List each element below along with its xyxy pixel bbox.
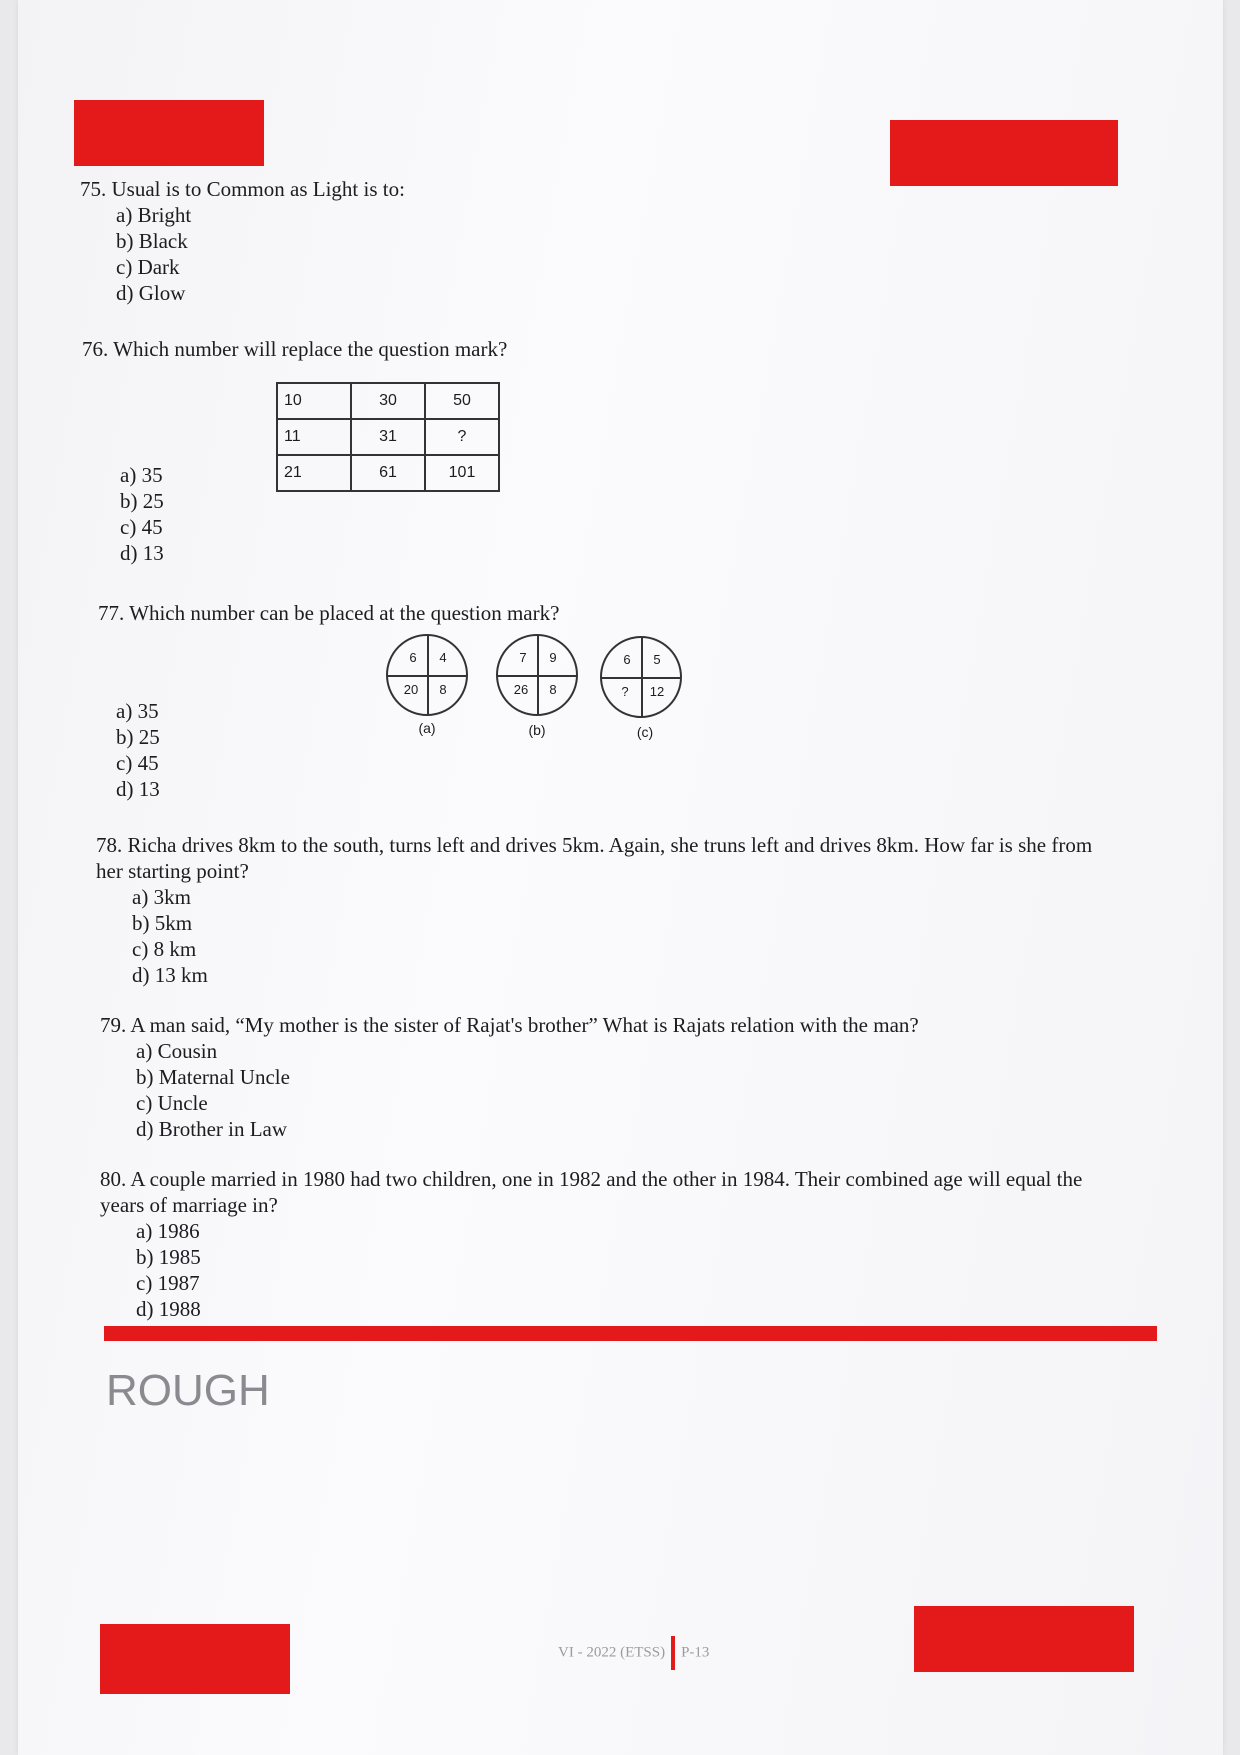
option-c: c) Uncle [136,1091,208,1115]
option-c: c) 8 km [132,937,197,961]
option-a: a) 35 [116,699,159,723]
exam-code: VI - 2022 (ETSS) [558,1644,666,1661]
question-stem: 75. Usual is to Common as Light is to: [80,177,405,201]
page-footer [558,1636,709,1670]
circle-value: 26 [513,682,529,697]
circle-value: 12 [649,684,665,699]
option-b: b) 5km [132,911,193,935]
question-stem: 79. A man said, “My mother is the sister of Rajat's brother” What is Rajats relation with the man? [100,1013,919,1037]
table-cell: 11 [277,419,351,455]
circle-value: 9 [549,650,557,665]
number-circle-a [386,634,468,716]
page-number: P-13 [681,1644,710,1661]
question-stem: 78. Richa drives 8km to the south, turns left and drives 5km. Again, she truns left and drives 8km. How far is she from her starting point? [96,833,1093,883]
table-row [277,383,499,419]
option-c: c) Dark [116,255,180,279]
question-77 [98,600,559,626]
circle-value: 6 [623,652,631,667]
option-c: c) 45 [116,751,159,775]
table-cell: 50 [425,383,499,419]
circle-value: 20 [403,682,419,697]
corner-mark-top-left [74,100,264,166]
option-b: b) Black [116,229,188,253]
option-b: b) Maternal Uncle [136,1065,290,1089]
question-78 [96,832,1116,988]
option-b: b) 25 [116,725,160,749]
option-a: a) 3km [132,885,191,909]
table-row [277,455,499,491]
circle-value: 8 [439,682,447,697]
question-stem: 77. Which number can be placed at the question mark? [98,601,560,625]
number-circle-b [496,634,578,716]
question-77-options [80,698,160,802]
option-b: b) 1985 [136,1245,201,1269]
rough-work-heading: ROUGH [106,1366,270,1415]
corner-mark-bottom-right [914,1606,1134,1672]
corner-mark-bottom-left [100,1624,290,1694]
question-stem: 80. A couple married in 1980 had two children, one in 1982 and the other in 1984. Their combined age will equal the years of marriage in? [100,1167,1083,1217]
table-cell: 30 [351,383,425,419]
divider-bar [104,1326,1157,1341]
table-cell: 31 [351,419,425,455]
table-cell: 10 [277,383,351,419]
circle-value: 4 [439,650,447,665]
question-76-options [84,462,164,566]
option-d: d) 13 [116,777,160,801]
circle-value: 7 [519,650,527,665]
option-a: a) Bright [116,203,192,227]
circle-value: 5 [653,652,661,667]
question-76 [82,336,507,362]
circle-value: ? [621,684,629,699]
exam-page [18,0,1223,1755]
circle-label: (c) [636,724,654,740]
option-d: d) 13 [120,541,164,565]
option-d: d) 1988 [136,1297,201,1321]
option-c: c) 45 [120,515,163,539]
option-d: d) 13 km [132,963,208,987]
circle-label: (a) [418,720,436,736]
number-table [276,382,500,492]
number-circle-c [600,636,682,718]
footer-separator [671,1636,675,1670]
table-cell: 61 [351,455,425,491]
table-cell: 101 [425,455,499,491]
circle-label: (b) [528,722,546,738]
option-a: a) 35 [120,463,163,487]
table-cell: ? [425,419,499,455]
question-79 [100,1012,1110,1142]
corner-mark-top-right [890,120,1118,186]
question-80 [100,1166,1110,1322]
table-row [277,419,499,455]
circle-value: 8 [549,682,557,697]
option-d: d) Brother in Law [136,1117,288,1141]
circle-value: 6 [409,650,417,665]
option-b: b) 25 [120,489,164,513]
option-c: c) 1987 [136,1271,200,1295]
question-stem: 76. Which number will replace the question mark? [82,337,508,361]
table-cell: 21 [277,455,351,491]
option-d: d) Glow [116,281,186,305]
question-75 [80,176,405,306]
option-a: a) Cousin [136,1039,218,1063]
option-a: a) 1986 [136,1219,200,1243]
